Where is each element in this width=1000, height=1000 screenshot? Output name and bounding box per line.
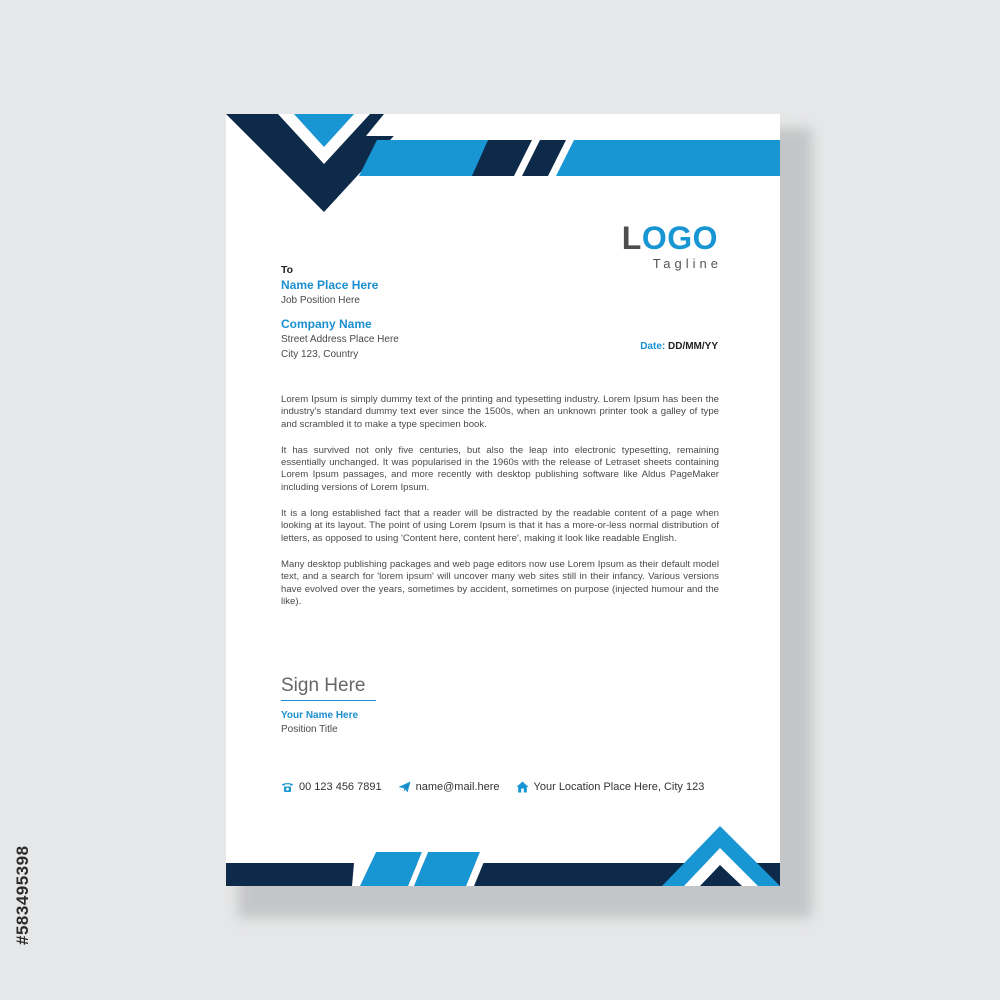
body-paragraph-3: It is a long established fact that a reader will be distracted by the readable content of a page when looking at its layout. The point of using Lorem Ipsum is that it has a more-or-less normal distribution of letters, as opposed to using 'Content here, content here', making it look like readable English. xyxy=(281,508,719,544)
email-address: name@mail.here xyxy=(415,781,500,793)
stock-id-label: #583495398 xyxy=(13,845,32,945)
letter-body xyxy=(281,394,719,622)
date-label: Date: xyxy=(640,341,666,352)
body-paragraph-4: Many desktop publishing packages and web page editors now use Lorem Ipsum as their default model text, and a search for 'lorem ipsum' will uncover many web sites still in their infancy. Various versions have evolved over the years, sometimes by accident, sometimes on purpose (injected humour and the like). xyxy=(281,558,719,607)
bottom-blue-stripe-1 xyxy=(360,852,422,886)
top-white-gap xyxy=(366,114,780,136)
to-label: To xyxy=(281,264,294,276)
company-city: City 123, Country xyxy=(281,349,359,360)
bottom-blue-stripe-2 xyxy=(414,852,480,886)
home-icon xyxy=(516,781,529,793)
location-text: Your Location Place Here, City 123 xyxy=(533,781,705,793)
bottom-chevron-gap xyxy=(684,848,758,886)
top-blue-bar-right xyxy=(556,140,780,176)
top-decoration xyxy=(226,114,780,224)
letterhead-page xyxy=(226,114,780,886)
bottom-blue-chevron xyxy=(662,826,780,886)
phone-number: 00 123 456 7891 xyxy=(299,781,382,793)
bottom-stripe-gap-0 xyxy=(352,852,376,886)
logo-wordmark xyxy=(226,222,718,254)
signer-title: Position Title xyxy=(281,724,338,735)
bottom-stripe-gap-1 xyxy=(408,852,428,886)
logo-tagline: Tagline xyxy=(652,256,722,271)
date-value: DD/MM/YY xyxy=(668,341,718,352)
body-paragraph-2: It has survived not only five centuries, but also the leap into electronic typesetting, remaining essentially unchanged. It was popularised in the 1960s with the release of Letraset sheets containing Lorem Ipsum passages, and more recently with desktop publishing software like Aldus PageMaker including versions of Lorem Ipsum. xyxy=(281,444,719,493)
top-blue-bar-left xyxy=(359,140,488,176)
signer-name: Your Name Here xyxy=(281,710,359,721)
bottom-navy-triangle xyxy=(700,865,742,886)
contact-row xyxy=(281,781,704,793)
logo-wordmark-accent: OGO xyxy=(641,220,718,256)
contact-phone xyxy=(281,781,382,793)
sign-here-label: Sign Here xyxy=(281,675,376,701)
recipient-name: Name Place Here xyxy=(281,278,379,292)
date-line xyxy=(640,341,718,352)
recipient-block xyxy=(281,264,378,307)
bottom-navy-band xyxy=(226,863,780,886)
body-paragraph-1: Lorem Ipsum is simply dummy text of the printing and typesetting industry. Lorem Ipsum has been the industry's standard dummy text ever since the 1500s, when an unknown printer took a galley of type and scrambled it to make a type specimen book. xyxy=(281,394,719,430)
contact-email xyxy=(398,781,500,793)
bottom-stripe-gap-2 xyxy=(466,852,488,886)
recipient-position: Job Position Here xyxy=(281,295,360,306)
company-street: Street Address Place Here xyxy=(281,334,399,345)
logo-wordmark-dark: L xyxy=(621,220,642,256)
company-name: Company Name xyxy=(281,317,372,331)
phone-icon xyxy=(281,781,294,793)
company-block xyxy=(281,317,399,361)
signature-block xyxy=(281,675,376,735)
contact-location xyxy=(516,781,705,793)
paper-plane-icon xyxy=(398,781,411,793)
